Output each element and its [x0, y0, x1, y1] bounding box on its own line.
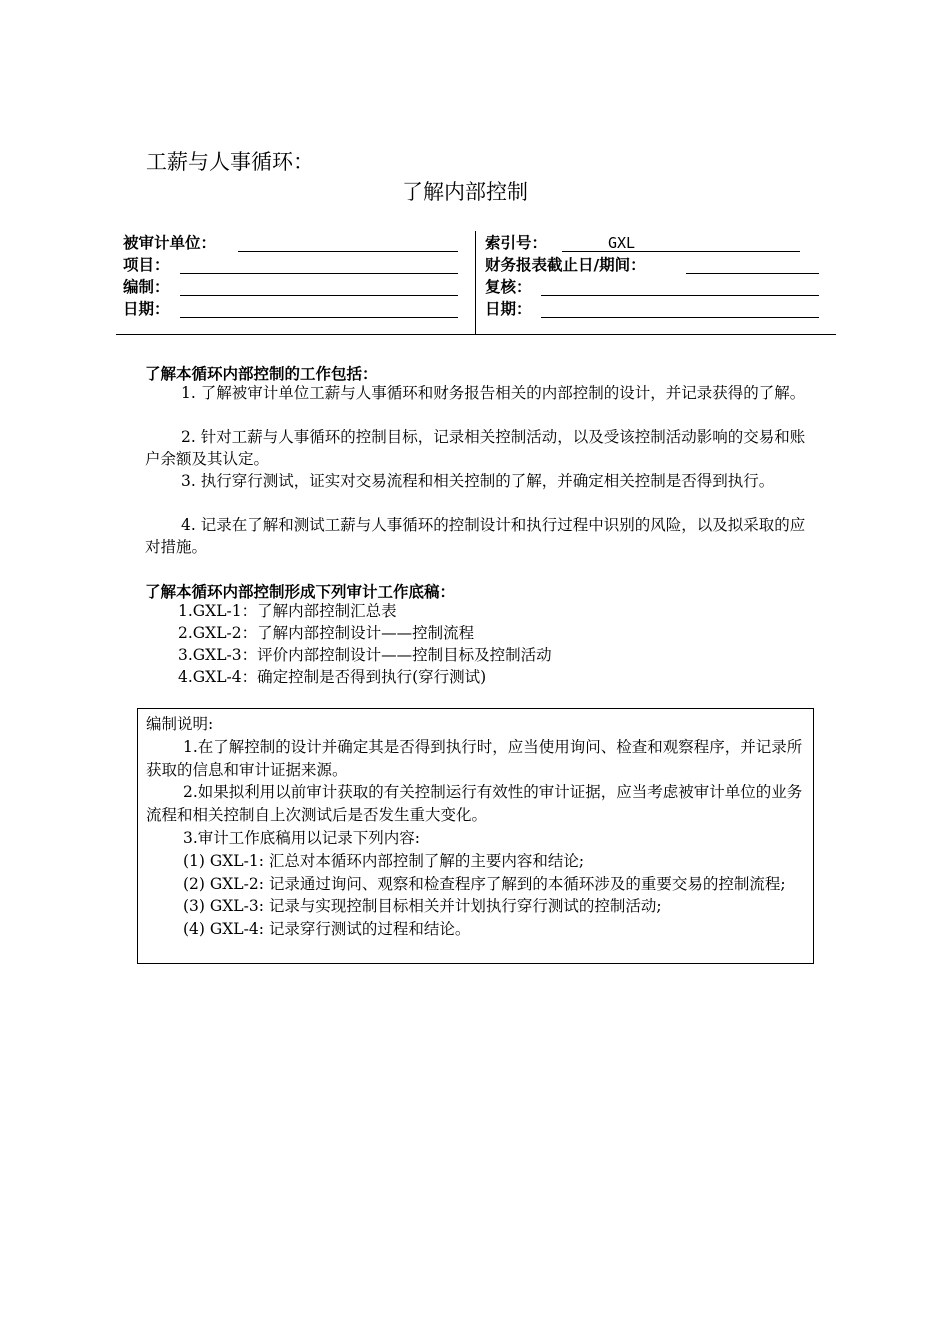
preparation-notes-box — [137, 708, 814, 964]
work-item-3: 3. 执行穿行测试，证实对交易流程和相关控制的了解，并确定相关控制是否得到执行。 — [181, 472, 775, 490]
auditee-label: 被审计单位： — [123, 234, 217, 252]
notes-paragraph-2: 2.如果拟利用以前审计获取的有关控制运行有效性的审计证据，应当考虑被审计单位的业务流程和相关控制自上次测试后是否发生重大变化。 — [146, 783, 803, 825]
header-bottom-divider — [116, 334, 836, 335]
papers-heading: 了解本循环内部控制形成下列审计工作底稿： — [145, 583, 456, 601]
prepare-date-field[interactable] — [180, 317, 458, 318]
paper-item-3: 3.GXL-3：评价内部控制设计——控制目标及控制活动 — [178, 646, 552, 664]
work-item-1: 1. 了解被审计单位工薪与人事循环和财务报告相关的内部控制的设计，并记录获得的了解。 — [181, 384, 806, 402]
paper-item-2: 2.GXL-2：了解内部控制设计——控制流程 — [178, 624, 475, 642]
reviewer-label: 复核： — [485, 278, 532, 296]
paper-item-4: 4.GXL-4：确定控制是否得到执行(穿行测试) — [178, 668, 487, 686]
project-label: 项目： — [123, 256, 170, 274]
notes-paragraph-3: 3.审计工作底稿用以记录下列内容: — [183, 828, 421, 847]
notes-paragraph-1: 1.在了解控制的设计并确定其是否得到执行时，应当使用询问、检查和观察程序，并记录所获取的信息和审计证据来源。 — [146, 737, 803, 779]
index-label: 索引号： — [485, 234, 548, 252]
reviewer-field[interactable] — [541, 295, 819, 296]
notes-subitem-1: (1) GXL-1: 汇总对本循环内部控制了解的主要内容和结论; — [183, 851, 585, 870]
paper-item-1: 1.GXL-1：了解内部控制汇总表 — [178, 602, 397, 620]
auditee-field[interactable] — [238, 251, 458, 252]
period-field[interactable] — [686, 273, 819, 274]
cycle-title: 工薪与人事循环： — [146, 150, 314, 174]
document-title: 了解内部控制 — [402, 180, 528, 204]
notes-subitem-4: (4) GXL-4: 记录穿行测试的过程和结论。 — [183, 920, 471, 939]
work-item-2: 2. 针对工薪与人事循环的控制目标，记录相关控制活动，以及受该控制活动影响的交易和账户余额及其认定。 — [145, 428, 806, 468]
work-item-4: 4. 记录在了解和测试工薪与人事循环的控制设计和执行过程中识别的风险，以及拟采取的应对措施。 — [145, 516, 806, 556]
index-field[interactable] — [562, 251, 800, 252]
notes-subitem-2: (2) GXL-2: 记录通过询问、观察和检查程序了解到的本循环涉及的重要交易的控制流程; — [183, 874, 786, 893]
header-vertical-divider — [475, 231, 476, 334]
project-field[interactable] — [180, 273, 458, 274]
work-heading: 了解本循环内部控制的工作包括： — [145, 365, 378, 383]
prepare-date-label: 日期： — [123, 300, 170, 318]
index-value: GXL — [608, 234, 636, 252]
notes-subitem-3: (3) GXL-3: 记录与实现控制目标相关并计划执行穿行测试的控制活动; — [183, 897, 662, 916]
period-label: 财务报表截止日/期间： — [485, 256, 646, 274]
preparer-field[interactable] — [180, 295, 458, 296]
preparer-label: 编制： — [123, 278, 170, 296]
preparation-notes — [146, 713, 806, 941]
notes-title: 编制说明: — [146, 715, 214, 733]
review-date-field[interactable] — [541, 317, 819, 318]
review-date-label: 日期： — [485, 300, 532, 318]
